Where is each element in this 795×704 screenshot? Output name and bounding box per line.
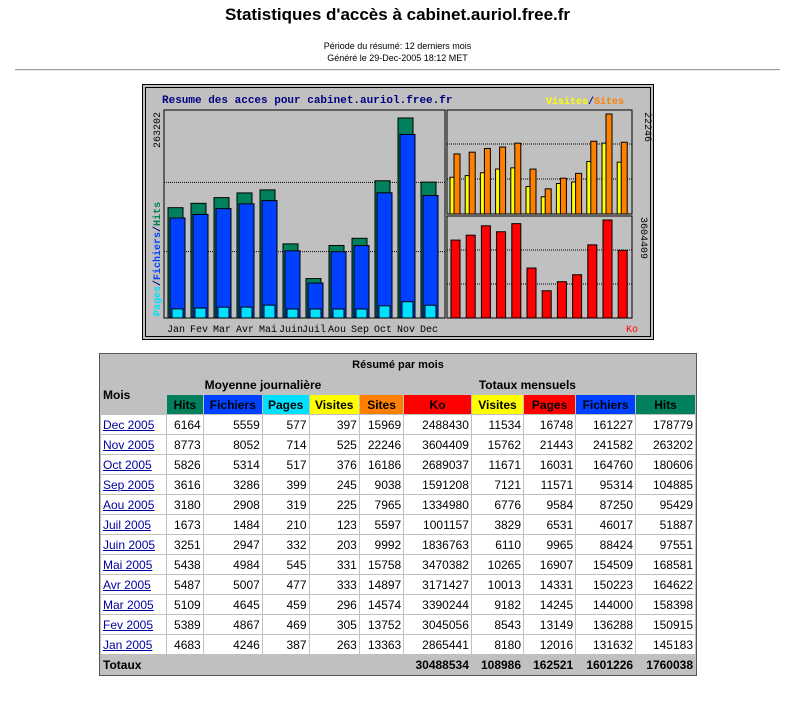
table-caption: Résumé par mois xyxy=(101,355,695,374)
x-tick-label: Oct xyxy=(373,325,393,336)
value-cell: 6776 xyxy=(472,495,523,514)
month-cell xyxy=(101,515,166,534)
value-cell: 16907 xyxy=(524,555,575,574)
value-cell: 145183 xyxy=(636,635,695,654)
totals-row xyxy=(101,655,695,674)
value-cell: 14331 xyxy=(524,575,575,594)
value-cell: 51887 xyxy=(636,515,695,534)
table-row xyxy=(101,575,695,594)
value-cell: 2488430 xyxy=(404,415,471,434)
value-cell: 87250 xyxy=(576,495,635,514)
total-value: 1760038 xyxy=(636,655,695,674)
value-cell: 3829 xyxy=(472,515,523,534)
bar-sites xyxy=(576,173,582,214)
value-cell: 1001157 xyxy=(404,515,471,534)
value-cell: 5559 xyxy=(204,415,262,434)
kbytes-max-label: 3604409 xyxy=(637,217,648,260)
month-link[interactable]: Avr 2005 xyxy=(103,577,151,592)
value-cell: 154509 xyxy=(576,555,635,574)
month-cell xyxy=(101,415,166,434)
bar-sites xyxy=(500,147,506,214)
value-cell: 158398 xyxy=(636,595,695,614)
bar-fichiers xyxy=(193,214,208,318)
value-cell: 9992 xyxy=(360,535,403,554)
value-cell: 2689037 xyxy=(404,455,471,474)
main-max-label: 263202 xyxy=(153,111,164,148)
bar-pages xyxy=(264,305,275,318)
chart-svg xyxy=(142,84,654,340)
x-tick-label: Fev xyxy=(189,325,209,336)
col-header-monthly-ko: Ko xyxy=(404,395,471,414)
value-cell: 1334980 xyxy=(404,495,471,514)
bar-sites xyxy=(591,141,597,214)
value-cell: 241582 xyxy=(576,435,635,454)
value-cell: 5597 xyxy=(360,515,403,534)
value-cell: 8773 xyxy=(167,435,203,454)
totals-label: Totaux xyxy=(101,655,403,674)
value-cell: 3604409 xyxy=(404,435,471,454)
bar-ko xyxy=(466,235,475,318)
value-cell: 10265 xyxy=(472,555,523,574)
summary-period: Période du résumé: 12 derniers mois xyxy=(323,41,472,51)
value-cell: 150915 xyxy=(636,615,695,634)
value-cell: 305 xyxy=(310,615,359,634)
value-cell: 4683 xyxy=(167,635,203,654)
table-row xyxy=(101,635,695,654)
month-cell xyxy=(101,555,166,574)
value-cell: 95429 xyxy=(636,495,695,514)
month-link[interactable]: Fev 2005 xyxy=(103,617,154,632)
value-cell: 9182 xyxy=(472,595,523,614)
value-cell: 333 xyxy=(310,575,359,594)
bar-fichiers xyxy=(170,218,185,318)
month-link[interactable]: Nov 2005 xyxy=(103,437,155,452)
value-cell: 245 xyxy=(310,475,359,494)
group-header-daily: Moyenne journalière xyxy=(167,375,359,394)
value-cell: 296 xyxy=(310,595,359,614)
value-cell: 4645 xyxy=(204,595,262,614)
value-cell: 1591208 xyxy=(404,475,471,494)
value-cell: 8180 xyxy=(472,635,523,654)
value-cell: 168581 xyxy=(636,555,695,574)
value-cell: 387 xyxy=(263,635,309,654)
bar-fichiers xyxy=(239,204,254,318)
value-cell: 6110 xyxy=(472,535,523,554)
value-cell: 8052 xyxy=(204,435,262,454)
main-ylabel-part: / xyxy=(153,225,164,232)
bar-sites xyxy=(560,178,566,214)
bar-ko xyxy=(527,268,536,318)
chart-title: Resume des acces pour cabinet.auriol.free.fr xyxy=(162,95,453,107)
value-cell: 397 xyxy=(310,415,359,434)
value-cell: 545 xyxy=(263,555,309,574)
value-cell: 14245 xyxy=(524,595,575,614)
table-row xyxy=(101,415,695,434)
month-link[interactable]: Sep 2005 xyxy=(103,477,155,492)
bar-fichiers xyxy=(331,252,346,318)
table-row xyxy=(101,495,695,514)
x-tick-label: Nov xyxy=(396,325,416,336)
value-cell: 2865441 xyxy=(404,635,471,654)
value-cell: 15969 xyxy=(360,415,403,434)
bar-ko xyxy=(618,250,627,318)
visits-legend-part: / xyxy=(588,97,595,108)
monthly-summary-table xyxy=(99,353,697,676)
value-cell: 123 xyxy=(310,515,359,534)
visits-max-label: 22246 xyxy=(641,112,652,143)
table-row xyxy=(101,535,695,554)
x-tick-label: Jan xyxy=(166,325,186,336)
value-cell: 5487 xyxy=(167,575,203,594)
col-header-daily-fichiers: Fichiers xyxy=(204,395,262,414)
month-cell xyxy=(101,535,166,554)
generated-date: Généré le 29-Dec-2005 18:12 MET xyxy=(327,53,468,63)
table-row xyxy=(101,555,695,574)
x-tick-label: Aou xyxy=(327,325,347,336)
value-cell: 16186 xyxy=(360,455,403,474)
value-cell: 16031 xyxy=(524,455,575,474)
value-cell: 131632 xyxy=(576,635,635,654)
value-cell: 3470382 xyxy=(404,555,471,574)
month-cell xyxy=(101,495,166,514)
bar-sites xyxy=(545,189,551,214)
group-header-monthly: Totaux mensuels xyxy=(360,375,695,394)
bar-pages xyxy=(195,308,206,318)
main-ylabel xyxy=(152,202,164,316)
kbytes-label: Ko xyxy=(626,325,639,336)
value-cell: 136288 xyxy=(576,615,635,634)
bar-ko xyxy=(588,245,597,318)
value-cell: 9038 xyxy=(360,475,403,494)
value-cell: 6531 xyxy=(524,515,575,534)
bar-pages xyxy=(310,309,321,318)
month-link[interactable]: Jan 2005 xyxy=(103,637,153,652)
value-cell: 4867 xyxy=(204,615,262,634)
col-header-monthly-pages: Pages xyxy=(524,395,575,414)
value-cell: 9965 xyxy=(524,535,575,554)
main-ylabel-part: Pages xyxy=(153,285,164,316)
page-title: Statistiques d'accès à cabinet.auriol.free.fr xyxy=(224,5,571,24)
value-cell: 16748 xyxy=(524,415,575,434)
summary-chart xyxy=(142,84,654,340)
visits-legend xyxy=(546,96,624,108)
main-ylabel-part: / xyxy=(153,279,164,286)
month-cell xyxy=(101,475,166,494)
value-cell: 104885 xyxy=(636,475,695,494)
month-link[interactable]: Juil 2005 xyxy=(103,517,152,532)
value-cell: 6164 xyxy=(167,415,203,434)
value-cell: 3045056 xyxy=(404,615,471,634)
bar-fichiers xyxy=(262,201,277,318)
value-cell: 150223 xyxy=(576,575,635,594)
x-tick-label: Avr xyxy=(235,325,255,336)
value-cell: 5826 xyxy=(167,455,203,474)
value-cell: 517 xyxy=(263,455,309,474)
bar-ko xyxy=(481,226,490,318)
month-cell xyxy=(101,455,166,474)
value-cell: 210 xyxy=(263,515,309,534)
month-cell xyxy=(101,635,166,654)
month-link[interactable]: Juin 2005 xyxy=(103,537,156,552)
value-cell: 97551 xyxy=(636,535,695,554)
month-link[interactable]: Mar 2005 xyxy=(103,597,154,612)
bar-fichiers xyxy=(400,134,415,318)
value-cell: 21443 xyxy=(524,435,575,454)
table-row xyxy=(101,455,695,474)
month-link[interactable]: Dec 2005 xyxy=(103,417,155,432)
bar-sites xyxy=(484,148,490,214)
value-cell: 459 xyxy=(263,595,309,614)
visits-legend-part: Sites xyxy=(594,97,625,108)
value-cell: 3616 xyxy=(167,475,203,494)
value-cell: 225 xyxy=(310,495,359,514)
value-cell: 4246 xyxy=(204,635,262,654)
value-cell: 178779 xyxy=(636,415,695,434)
value-cell: 5314 xyxy=(204,455,262,474)
value-cell: 5438 xyxy=(167,555,203,574)
value-cell: 2947 xyxy=(204,535,262,554)
main-ylabel-part: Fichiers xyxy=(153,231,164,280)
bar-ko xyxy=(542,291,551,318)
value-cell: 376 xyxy=(310,455,359,474)
value-cell: 46017 xyxy=(576,515,635,534)
value-cell: 714 xyxy=(263,435,309,454)
value-cell: 12016 xyxy=(524,635,575,654)
bar-sites xyxy=(530,169,536,214)
value-cell: 263 xyxy=(310,635,359,654)
col-header-mois: Mois xyxy=(101,375,166,414)
visits-legend-part: Visites xyxy=(546,97,589,108)
value-cell: 5389 xyxy=(167,615,203,634)
bar-sites xyxy=(469,152,475,214)
bar-sites xyxy=(621,142,627,214)
month-cell xyxy=(101,575,166,594)
bar-ko xyxy=(557,282,566,318)
bar-pages xyxy=(356,309,367,318)
value-cell: 1836763 xyxy=(404,535,471,554)
value-cell: 88424 xyxy=(576,535,635,554)
value-cell: 525 xyxy=(310,435,359,454)
value-cell: 15758 xyxy=(360,555,403,574)
value-cell: 263202 xyxy=(636,435,695,454)
month-link[interactable]: Aou 2005 xyxy=(103,497,155,512)
col-header-daily-visites: Visites xyxy=(310,395,359,414)
bar-ko xyxy=(451,240,460,318)
value-cell: 13752 xyxy=(360,615,403,634)
month-cell xyxy=(101,615,166,634)
x-tick-label: Juin xyxy=(278,325,304,336)
x-tick-label: Sep xyxy=(350,325,370,336)
x-tick-label: Mar xyxy=(212,325,232,336)
value-cell: 5007 xyxy=(204,575,262,594)
bar-fichiers xyxy=(354,246,369,318)
bar-pages xyxy=(241,307,252,318)
value-cell: 319 xyxy=(263,495,309,514)
value-cell: 180606 xyxy=(636,455,695,474)
month-cell xyxy=(101,595,166,614)
bar-pages xyxy=(287,309,298,318)
value-cell: 7121 xyxy=(472,475,523,494)
col-header-monthly-sites: Sites xyxy=(360,395,403,414)
value-cell: 8543 xyxy=(472,615,523,634)
value-cell: 477 xyxy=(263,575,309,594)
value-cell: 11571 xyxy=(524,475,575,494)
month-link[interactable]: Mai 2005 xyxy=(103,557,153,572)
table-row xyxy=(101,435,695,454)
total-value: 1601226 xyxy=(576,655,635,674)
value-cell: 15762 xyxy=(472,435,523,454)
value-cell: 1673 xyxy=(167,515,203,534)
bar-fichiers xyxy=(216,209,231,318)
bar-sites xyxy=(454,154,460,214)
bar-ko xyxy=(603,220,612,318)
value-cell: 14574 xyxy=(360,595,403,614)
col-header-daily-hits: Hits xyxy=(167,395,203,414)
x-tick-label: Juil xyxy=(301,325,327,336)
value-cell: 7965 xyxy=(360,495,403,514)
bar-ko xyxy=(573,275,582,318)
x-tick-label: Mai xyxy=(258,325,278,336)
value-cell: 164760 xyxy=(576,455,635,474)
bar-sites xyxy=(606,114,612,214)
value-cell: 9584 xyxy=(524,495,575,514)
bar-pages xyxy=(379,306,390,318)
value-cell: 11671 xyxy=(472,455,523,474)
value-cell: 4984 xyxy=(204,555,262,574)
value-cell: 144000 xyxy=(576,595,635,614)
value-cell: 161227 xyxy=(576,415,635,434)
value-cell: 331 xyxy=(310,555,359,574)
value-cell: 14897 xyxy=(360,575,403,594)
main-ylabel-part: Hits xyxy=(153,201,164,226)
col-header-daily-pages: Pages xyxy=(263,395,309,414)
value-cell: 1484 xyxy=(204,515,262,534)
value-cell: 469 xyxy=(263,615,309,634)
value-cell: 11534 xyxy=(472,415,523,434)
value-cell: 10013 xyxy=(472,575,523,594)
bar-fichiers xyxy=(423,195,438,318)
total-value: 108986 xyxy=(472,655,523,674)
table-row xyxy=(101,595,695,614)
divider xyxy=(15,69,780,71)
col-header-monthly-hits: Hits xyxy=(636,395,695,414)
col-header-monthly-visites: Visites xyxy=(472,395,523,414)
x-tick-label: Dec xyxy=(419,325,439,336)
bar-pages xyxy=(218,307,229,318)
value-cell: 3180 xyxy=(167,495,203,514)
value-cell: 22246 xyxy=(360,435,403,454)
value-cell: 13149 xyxy=(524,615,575,634)
total-value: 30488534 xyxy=(404,655,471,674)
table-row xyxy=(101,615,695,634)
value-cell: 5109 xyxy=(167,595,203,614)
bar-fichiers xyxy=(377,193,392,318)
value-cell: 577 xyxy=(263,415,309,434)
bar-fichiers xyxy=(285,251,300,318)
bar-ko xyxy=(512,224,521,318)
bar-ko xyxy=(497,232,506,318)
total-value: 162521 xyxy=(524,655,575,674)
value-cell: 3251 xyxy=(167,535,203,554)
month-link[interactable]: Oct 2005 xyxy=(103,457,152,472)
value-cell: 164622 xyxy=(636,575,695,594)
value-cell: 3390244 xyxy=(404,595,471,614)
bar-pages xyxy=(333,309,344,318)
table-row xyxy=(101,515,695,534)
value-cell: 95314 xyxy=(576,475,635,494)
bar-pages xyxy=(402,302,413,318)
value-cell: 332 xyxy=(263,535,309,554)
bar-pages xyxy=(425,305,436,318)
month-cell xyxy=(101,435,166,454)
value-cell: 399 xyxy=(263,475,309,494)
value-cell: 203 xyxy=(310,535,359,554)
bar-sites xyxy=(515,143,521,214)
value-cell: 3286 xyxy=(204,475,262,494)
col-header-monthly-fichiers: Fichiers xyxy=(576,395,635,414)
value-cell: 13363 xyxy=(360,635,403,654)
bar-pages xyxy=(172,309,183,318)
value-cell: 3171427 xyxy=(404,575,471,594)
value-cell: 2908 xyxy=(204,495,262,514)
table-row xyxy=(101,475,695,494)
